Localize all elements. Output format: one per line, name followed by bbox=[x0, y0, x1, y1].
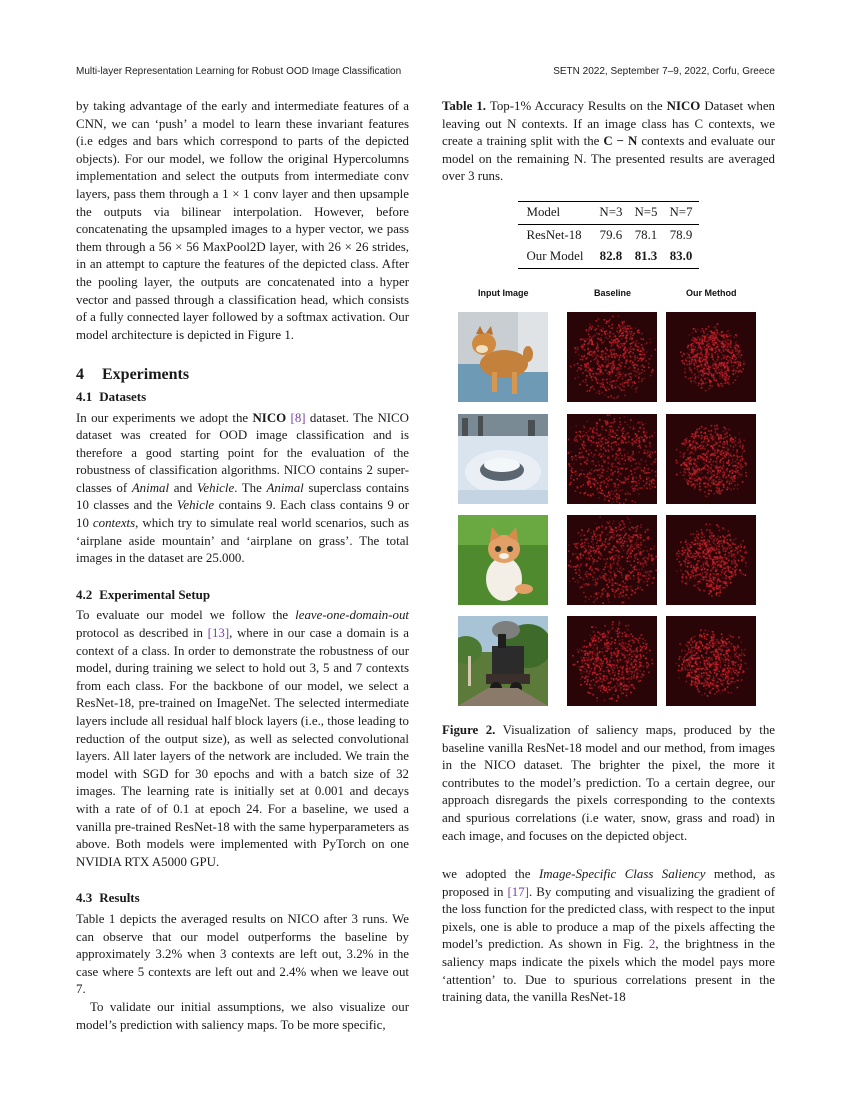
saliency-map-ours bbox=[666, 616, 756, 706]
subsection-title: Datasets bbox=[99, 388, 147, 404]
input-image-train bbox=[458, 616, 548, 706]
subsection-4-3-heading bbox=[76, 889, 409, 907]
emphasis: leave-one-domain-out bbox=[295, 608, 409, 623]
text-run: In our experiments we adopt the bbox=[76, 410, 249, 425]
subsection-4-1-heading bbox=[76, 388, 409, 406]
subsection-number: 4.2 bbox=[76, 586, 93, 602]
dataset-name: NICO bbox=[252, 410, 287, 425]
left-column bbox=[76, 98, 409, 1034]
saliency-map-baseline bbox=[567, 616, 657, 706]
text-run: contains 9. Each class contains 9 or 10 bbox=[76, 498, 409, 531]
right-column-top bbox=[442, 98, 775, 269]
saliency-map-baseline bbox=[567, 414, 657, 504]
table-cell-best: 82.8 bbox=[599, 249, 623, 264]
saliency-map-baseline bbox=[567, 312, 657, 402]
citation-link[interactable]: [13] bbox=[207, 626, 230, 641]
figure-reference-link[interactable]: 2 bbox=[648, 937, 656, 952]
formula: C − N bbox=[603, 134, 638, 149]
column-header: Model bbox=[526, 204, 561, 219]
running-header-left: Multi-layer Representation Learning for Robust OOD Image Classification bbox=[76, 66, 402, 77]
text-run: we adopted the bbox=[442, 867, 531, 881]
text-run: . By computing and visualizing the gradient of the loss function for the predicted class, with respect to the input pixels, one is able to produce a map of the pixels affecting the model’s prediction. As shown in Fig. bbox=[442, 884, 775, 952]
table-cell: 79.6 bbox=[599, 227, 623, 242]
dataset-name: NICO bbox=[666, 99, 701, 113]
text-run: , the brightness in the saliency maps indicate the pixels which the model pays more ‘attention’ to. Due to spurious correlations present in the training data, the vanilla ResNet-18 bbox=[442, 937, 775, 1005]
table-cell: 78.1 bbox=[634, 227, 658, 242]
input-image-dog bbox=[458, 312, 548, 402]
emphasis: Animal bbox=[266, 480, 304, 495]
figure-label: Figure 2. bbox=[442, 723, 496, 737]
input-image-kitten bbox=[458, 515, 548, 605]
table-row bbox=[518, 246, 698, 268]
figure-column-header: Input Image bbox=[478, 288, 529, 298]
paragraph-results: Table 1 depicts the averaged results on NICO after 3 runs. We can observe that our model outperforms the baseline by approximately 3.2% when 3 contexts are left out, 3.2% in the case where 5 contexts are left out and 2.4% when we leave out 7. bbox=[76, 911, 409, 997]
saliency-map-baseline bbox=[567, 515, 657, 605]
paragraph-architecture: by taking advantage of the early and intermediate features of a CNN, we can ‘push’ a model to learn these invariant features (i.e edges and bars which correspond to parts of the depicted objects). For our model, we follow the original Hypercolumns implementation and select the outputs from intermediate conv layers, pass them through a 1 × 1 conv layer and then upsample the outputs via bilinear interpolation. However, before concatenating the upsampled images to a hyper vector, we pass them through a 56 × 56 MaxPool2D layer, with 26 × 26 strides, in an attempt to capture the features of the depicted class. After the pooling layer, the outputs are concatenated into a hyper vector and passed through a classification head, which consists of a fully connected layer followed by a softmax activation. Our model architecture is depicted in Figure 1. bbox=[76, 99, 409, 342]
section-title: Experiments bbox=[102, 366, 190, 384]
text-run: protocol as described in bbox=[76, 626, 204, 641]
text-run: , where in our case a domain is a context of a class. In order to demonstrate the robustness of our model, during training we select to hold out 3, 5 and 7 contexts from each class. For the backbone of our model, we select a ResNet-18, pre-trained on ImageNet. The selected intermediate layers include all residual half block layers (i.e., those leading to reduction of the output size), as well as selected convolutional layers. All later layers of the network are included. We train the model with SGD for 30 epochs and with a batch size of 32 images. The learning rate is initially set at 0.001 and decays with a rate of of 0.1 at epoch 24. For a baseline, we used a vanilla pre-trained ResNet-18 with the same hyperparameters as above. Both models were implemented with PyTorch on one NVIDIA RTX A5000 GPU. bbox=[76, 626, 409, 869]
text-run: . The bbox=[234, 480, 262, 495]
column-header: N=7 bbox=[669, 204, 693, 219]
emphasis: Vehicle bbox=[196, 480, 235, 495]
figure-column-header: Baseline bbox=[594, 288, 632, 298]
column-header: N=3 bbox=[599, 204, 623, 219]
right-column-bottom bbox=[442, 866, 775, 1007]
column-header: N=5 bbox=[634, 204, 658, 219]
saliency-map-ours bbox=[666, 312, 756, 402]
text-run: Top-1% Accuracy Results on the bbox=[489, 99, 663, 113]
emphasis: Vehicle bbox=[176, 498, 215, 513]
text-run: method, as proposed in bbox=[442, 867, 775, 899]
table-label: Table 1. bbox=[442, 99, 487, 113]
subsection-title: Experimental Setup bbox=[99, 586, 211, 602]
saliency-map-ours bbox=[666, 414, 756, 504]
figure-caption bbox=[442, 722, 775, 845]
text-run: and bbox=[173, 480, 193, 495]
text-run: dataset. The NICO dataset was created for OOD image classification and is therefore a good starting point for the evaluation of the robustness of classification algorithms. NICO contains 2 super-classes of bbox=[76, 410, 409, 495]
text-run: contexts and evaluate our model on the remaining N. The presented results are averaged over 3 runs. bbox=[442, 134, 775, 184]
text-run: To evaluate our model we follow the bbox=[76, 608, 289, 623]
text-run: Dataset when leaving out N contexts. If an image class has C contexts, we create a training split with the bbox=[442, 99, 775, 149]
paragraph-datasets bbox=[76, 410, 409, 568]
subsection-title: Results bbox=[99, 890, 140, 906]
paragraph-saliency-method bbox=[442, 866, 775, 1007]
figure-column-header: Our Method bbox=[686, 288, 737, 298]
table-cell: ResNet-18 bbox=[526, 227, 582, 242]
citation-link[interactable]: [17] bbox=[507, 884, 529, 899]
table-caption bbox=[442, 98, 775, 186]
input-image-car-snow bbox=[458, 414, 548, 504]
table-cell-best: 81.3 bbox=[634, 249, 658, 264]
text-run: superclass contains 10 classes and the bbox=[76, 480, 409, 513]
subsection-number: 4.3 bbox=[76, 890, 93, 906]
table-cell: Our Model bbox=[526, 249, 584, 264]
table-row bbox=[518, 224, 698, 246]
subsection-4-2-heading bbox=[76, 586, 409, 604]
paragraph-setup bbox=[76, 607, 409, 871]
section-number: 4 bbox=[76, 366, 84, 384]
paragraph-saliency-intro: To validate our initial assumptions, we also visualize our model’s prediction with saliency maps. To be more specific, bbox=[76, 999, 409, 1032]
figure-2 bbox=[442, 284, 775, 718]
citation-link[interactable]: [8] bbox=[290, 410, 306, 425]
emphasis: Animal bbox=[131, 480, 170, 495]
results-table bbox=[518, 201, 698, 269]
running-header-right: SETN 2022, September 7–9, 2022, Corfu, Greece bbox=[553, 66, 775, 77]
figure-caption-text: Visualization of saliency maps, produced by the baseline vanilla ResNet-18 model and our method, from images in the NICO dataset. The brighter the pixel, the more it contributes to the model’s prediction. To a certain degree, our approach disregards the pixels corresponding to the contexts and spurious correlations (i.e water, snow, grass and road) in each image, and focuses on the depicted object. bbox=[442, 723, 775, 843]
saliency-map-ours bbox=[666, 515, 756, 605]
table-cell: 78.9 bbox=[669, 227, 693, 242]
table-cell-best: 83.0 bbox=[669, 249, 693, 264]
emphasis: Image-Specific Class Saliency bbox=[538, 867, 706, 881]
subsection-number: 4.1 bbox=[76, 388, 93, 404]
table-header-row bbox=[518, 201, 698, 224]
emphasis: contexts bbox=[92, 516, 136, 531]
section-4-heading bbox=[76, 366, 409, 384]
text-run: , which try to simulate real world scenarios, such as ‘airplane aside mountain’ and ‘airplane on grass’. The total images in the dataset are 25.000. bbox=[76, 516, 409, 566]
